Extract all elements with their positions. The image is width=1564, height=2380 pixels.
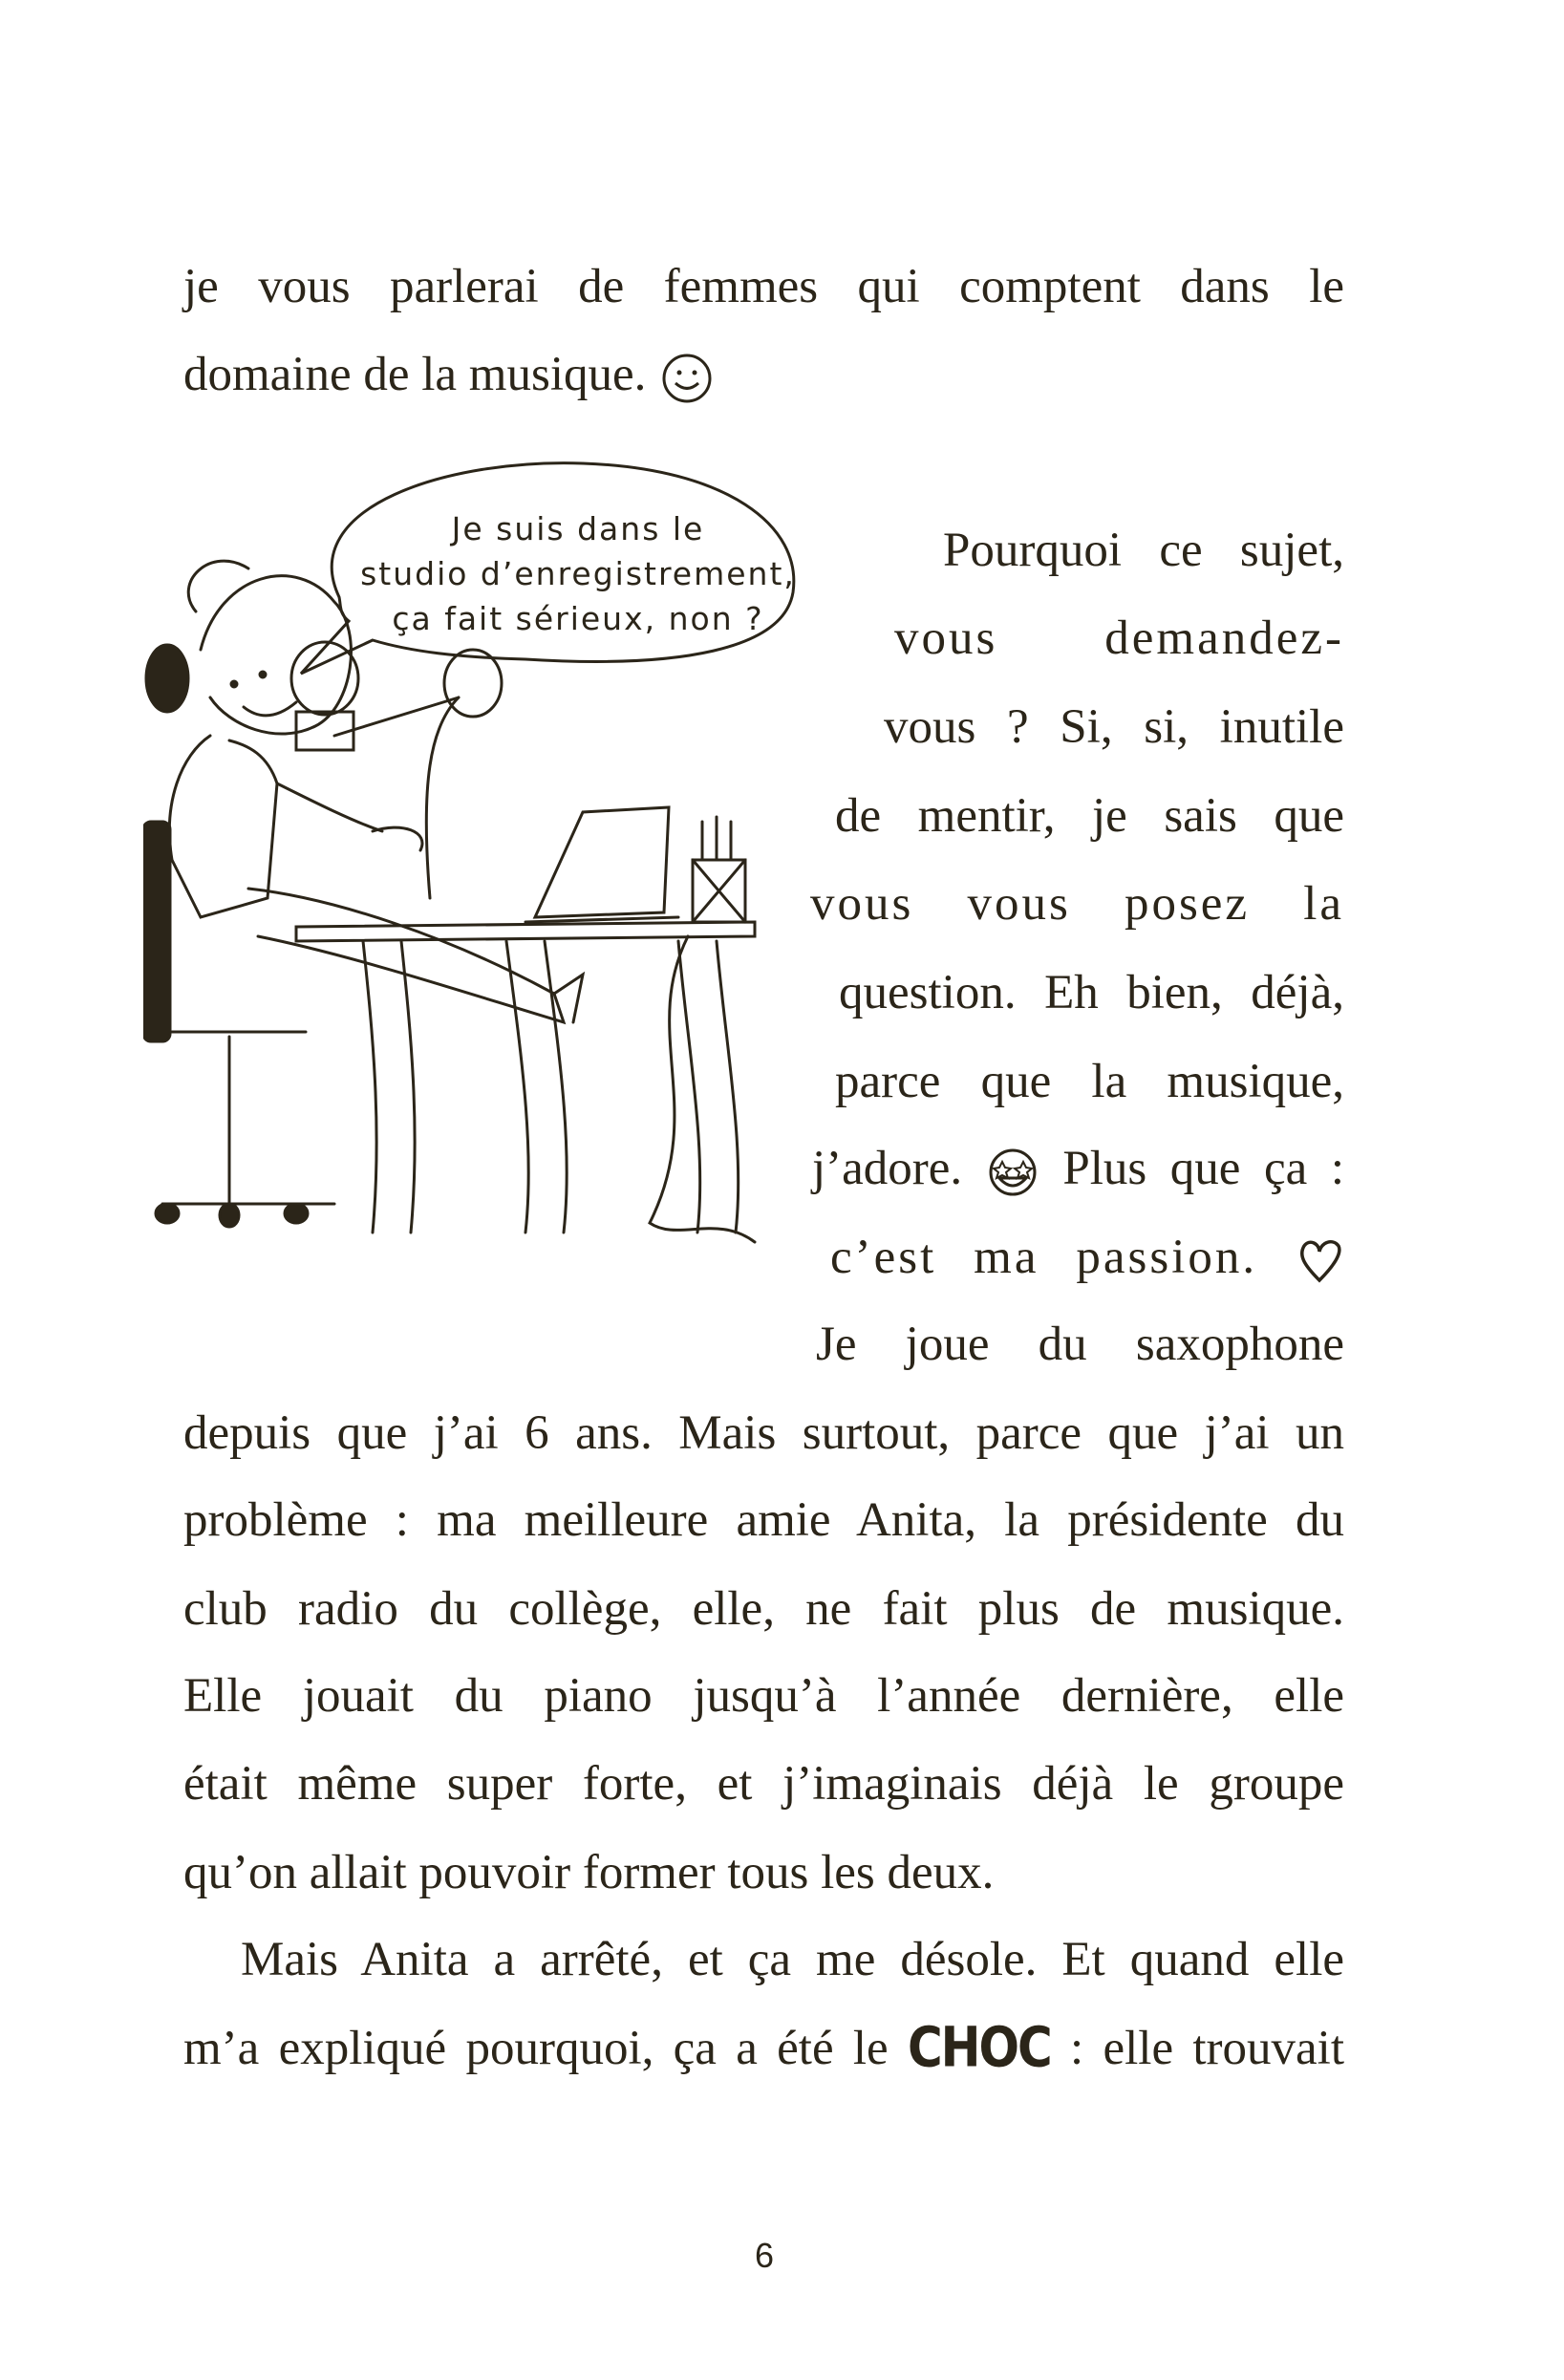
speech-bubble-text [339, 506, 817, 641]
text-line: de mentir, je sais que [835, 789, 1344, 843]
text-line: Je joue du saxophone [816, 1318, 1344, 1371]
text-line [183, 2004, 1344, 2091]
text-fragment: : elle trouvait [1070, 2022, 1345, 2075]
laptop [525, 807, 678, 922]
text-line: parce que la musique, [835, 1055, 1344, 1108]
text-line [830, 1213, 1344, 1301]
page-number: 6 [754, 2236, 775, 2275]
text-line: depuis que j’ai 6 ans. Mais surtout, parce que j’ai un [183, 1406, 1344, 1460]
text-fragment: Plus que ça : [1062, 1142, 1345, 1195]
text-line: club radio du collège, elle, ne fait plus de musique. [183, 1582, 1344, 1636]
text-line: je vous parlerai de femmes qui comptent dans le [183, 260, 1344, 313]
text-line: vous ? Si, si, inutile [884, 700, 1344, 754]
pencil-cup [693, 817, 745, 922]
bubble-line: ça fait sérieux, non ? [392, 600, 764, 637]
bubble-line: studio d’enregistrement, [360, 555, 796, 592]
text-line: Elle jouait du piano jusqu’à l’année dernière, elle [183, 1669, 1344, 1723]
text-line: Mais Anita a arrêté, et ça me désole. Et quand elle [241, 1933, 1344, 1986]
microphones [291, 642, 502, 898]
text-line [812, 1125, 1344, 1212]
desk [296, 922, 755, 1233]
heart-icon [1295, 1236, 1344, 1286]
text-line: Pourquoi ce sujet, [943, 524, 1344, 577]
choc-dripping-word: CHOC [907, 2015, 1051, 2080]
text-fragment: domaine de la musique. [183, 348, 647, 401]
bubble-line: Je suis dans le [451, 510, 705, 547]
text-fragment: m’a expliqué pourquoi, ça a été le [183, 2022, 889, 2075]
text-line: problème : ma meilleure amie Anita, la présidente du [183, 1493, 1344, 1547]
text-fragment: j’adore. [812, 1142, 963, 1195]
chair [143, 822, 334, 1227]
text-line [183, 331, 1344, 418]
star-eyes-emoji-icon [986, 1146, 1039, 1199]
text-line: vous demandez- [894, 611, 1344, 665]
text-line: vous vous posez la [810, 877, 1344, 931]
text-line: qu’on allait pouvoir former tous les deux. [183, 1846, 995, 1899]
text-line: question. Eh bien, déjà, [839, 966, 1344, 1019]
text-fragment: c’est ma passion. [830, 1231, 1258, 1284]
smiley-icon [658, 350, 716, 407]
text-line: était même super forte, et j’imaginais déjà le groupe [183, 1757, 1344, 1811]
